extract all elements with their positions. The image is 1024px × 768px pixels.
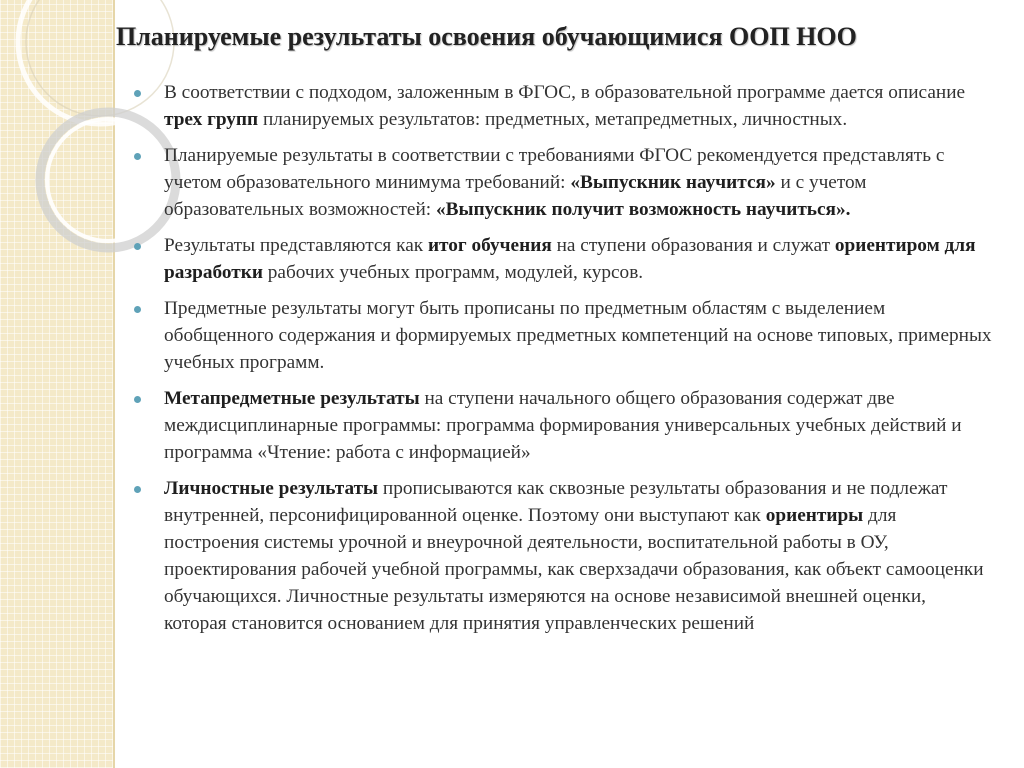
bullet-text [164,145,944,220]
slide-title: Планируемые результаты освоения обучающимися ООП НОО [116,22,857,51]
bullet-text [164,235,976,283]
text-run: для построения системы урочной и внеурочной деятельности, воспитательной работы в ОУ, проектирования рабочей учебной программы, как сверхзадачи образования, как объект самооценки обучающихся. Личностные результаты измеряются на основе независимой внешней оценки, которая становится основанием для принятия управленческих решений [164,505,984,634]
text-run-bold: «Выпускник научится» [570,172,776,193]
bullet-item [132,79,992,133]
text-run: Результаты представляются как [164,235,428,256]
text-run: рабочих учебных программ, модулей, курсов. [262,262,644,283]
text-run-bold: ориентиром для разработки [164,235,976,283]
bullet-item [132,385,992,466]
text-run-bold: Личностные результаты [164,478,379,499]
bullet-text [164,478,984,634]
text-run: планируемых результатов: предметных, метапредметных, личностных. [258,109,848,130]
bullet-dot-icon [134,153,141,160]
bullet-dot-icon [134,90,141,97]
text-run: прописываются как сквозные результаты образования и не подлежат внутренней, персонифицированной оценке. Поэтому они выступают как [164,478,948,526]
bullet-item [132,232,992,286]
text-run: Планируемые результаты в соответствии с требованиями ФГОС рекомендуется представлять с учетом образовательного минимума требований: [164,145,945,193]
text-run: и с учетом образовательных возможностей: [164,172,867,220]
bullet-text [164,388,962,463]
bullet-text [164,82,965,130]
text-run: на ступени образования и служат [551,235,835,256]
bullet-dot-icon [134,243,141,250]
text-run-bold: «Выпускник получит возможность научиться». [435,199,851,220]
text-run: на ступени начального общего образования содержат две междисциплинарные программы: программа формирования универсальных учебных действий и программа «Чтение: работа с информацией» [164,388,962,463]
bullet-text [164,298,992,373]
text-run: Предметные результаты могут быть прописаны по предметным областям с выделением обобщенного содержания и формируемых предметных компетенций на основе типовых, примерных учебных программ. [164,298,992,373]
bullet-dot-icon [134,396,141,403]
text-run-bold: итог обучения [427,235,552,256]
bullet-dot-icon [134,306,141,313]
bullet-item [132,295,992,376]
bullet-list [132,79,992,646]
bullet-item [132,142,992,223]
bullet-dot-icon [134,486,141,493]
text-run-bold: трех групп [164,109,259,130]
text-run-bold: Метапредметные результаты [164,388,420,409]
text-run-bold: ориентиры [765,505,864,526]
bullet-item [132,475,992,637]
text-run: В соответствии с подходом, заложенным в ФГОС, в образовательной программе дается описание [164,82,966,103]
